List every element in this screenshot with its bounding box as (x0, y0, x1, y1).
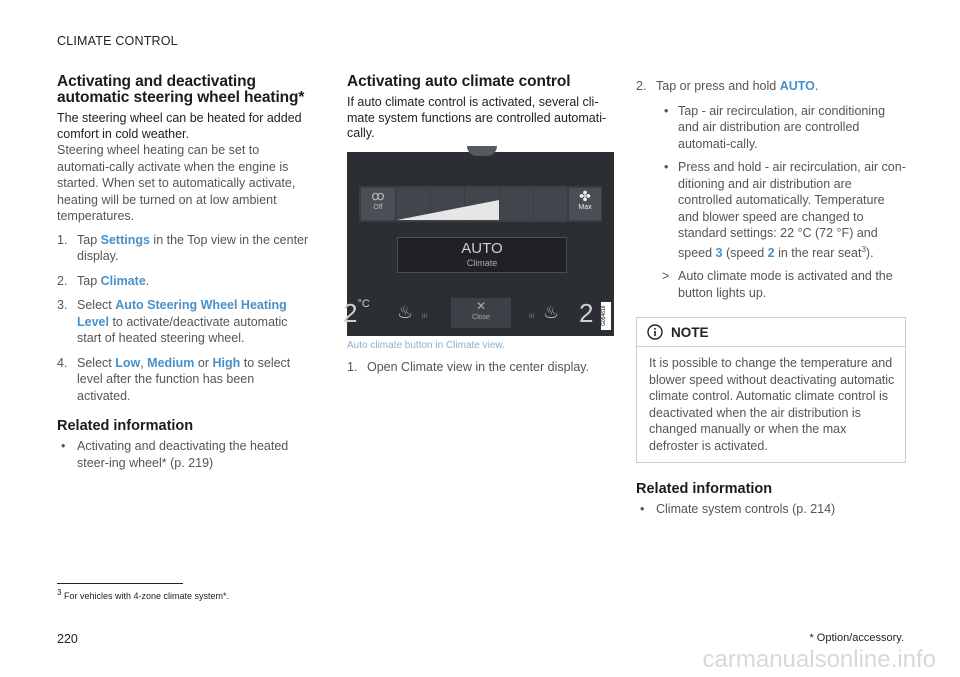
steps-list (57, 232, 309, 405)
steps-list (347, 359, 615, 376)
fan-max-icon: ✤ (579, 187, 591, 204)
sub-bullets (656, 103, 906, 302)
bullet-press-hold: • Press and hold - air recirculation, air con-ditioning and air distribution are controlled automatically. Temperature and blower speed are changed to standard settings: 22 °C (72 °F) and speed 3 (speed 2 in the rear seat$^3$). (664, 160, 906, 260)
related-list (57, 438, 309, 471)
related-list (636, 501, 906, 518)
climate-link[interactable]: Climate (100, 273, 146, 288)
step-3: 3. Select Auto Steering Wheel Heating Level to activate/deactivate automatic start of heated steering wheel. (57, 298, 288, 345)
step-2: 2. Tap Climate. (57, 273, 150, 288)
related-link[interactable]: • Climate system controls (p. 214) (640, 502, 836, 517)
medium-option[interactable]: Medium (147, 355, 195, 370)
seat-heat-right-icon[interactable]: ♨ (543, 301, 560, 322)
section-auto-climate (343, 73, 615, 383)
auto-link[interactable]: AUTO (779, 79, 815, 93)
low-option[interactable]: Low (115, 355, 141, 370)
fan-bar (359, 186, 602, 222)
close-icon: ✕ (475, 298, 487, 313)
auto-steering-wheel-heating-link[interactable]: Auto Steering Wheel Heating Level (77, 298, 287, 329)
close-button[interactable]: ✕ Close (451, 298, 511, 328)
image-caption: Auto climate button in Climate view. (347, 339, 505, 351)
related-link[interactable]: • Activating and deactivating the heated steer-ing wheel* (p. 219) (61, 439, 289, 470)
option-note: * Option/accessory. (809, 632, 904, 644)
footnote-rule (57, 583, 183, 584)
high-option[interactable]: High (212, 355, 241, 370)
note-box (636, 317, 906, 463)
top-pull-tab (467, 146, 497, 156)
temp-left[interactable]: $2^{^\circ C}$ (343, 297, 370, 328)
body-text: Steering wheel heating can be set to automati-cally activate when the engine is started. When set to automatically activate, heating will be turned on at low ambient temperatures. (57, 143, 296, 223)
section-steering-wheel-heating (57, 74, 309, 471)
watermark: carmanualsonline.info (702, 646, 936, 673)
fan-max-button[interactable]: ✤ Max (569, 188, 601, 220)
section-title: Activating auto climate control (347, 73, 571, 90)
climate-view-screenshot: ꝏ Off ✤ Max AUTO Climate $2^{^\circ C}$ ♨ III ✕ Close III ♨ 2 G054616 (347, 152, 614, 336)
image-code: G054616 (601, 302, 611, 330)
fan-off-icon: ꝏ (371, 187, 385, 203)
section-title: Activating and deactivating automatic steering wheel heating* (57, 73, 305, 106)
note-title: NOTE (671, 324, 709, 340)
bullet-tap: • Tap - air recirculation, air conditioning and air distribution are controlled automati-cally. (664, 103, 886, 151)
running-header: CLIMATE CONTROL (57, 34, 178, 48)
step-4: 4. Select Low, Medium or High to select level after the function has been activated. (57, 355, 291, 403)
note-body: It is possible to change the temperature and blower speed without deactivating automatic climate control. Automatic climate control is deactivated when the air distribution is changed manually or when the max defroster is activated. (649, 356, 895, 453)
footnote: $^3$ For vehicles with 4-zone climate system*. (57, 588, 230, 601)
related-title: Related information (57, 418, 194, 434)
lead-text: If auto climate control is activated, several cli-mate system functions are controlled automati-cally. (347, 95, 607, 140)
temp-right[interactable]: 2 (579, 297, 594, 328)
auto-climate-button[interactable]: AUTO Climate (397, 237, 567, 273)
result-line: > Auto climate mode is activated and the button lights up. (662, 269, 893, 300)
step-1: 1. Open Climate view in the center display. (347, 359, 590, 374)
related-title: Related information (636, 481, 773, 498)
info-icon (647, 324, 663, 340)
fan-off-button[interactable]: ꝏ Off (361, 188, 395, 220)
lead-text: The steering wheel can be heated for added comfort in cold weather. (57, 111, 302, 141)
steps-list (636, 78, 906, 95)
section-auto-climate-cont (636, 78, 906, 518)
settings-link[interactable]: Settings (100, 232, 150, 247)
page-number: 220 (57, 632, 78, 646)
step-1: 1. Tap Settings in the Top view in the center display. (57, 232, 309, 263)
fan-level-wedge (397, 186, 499, 222)
seat-heat-left-icon[interactable]: ♨ (397, 301, 414, 322)
step-2: 2. Tap or press and hold AUTO. (636, 79, 819, 93)
